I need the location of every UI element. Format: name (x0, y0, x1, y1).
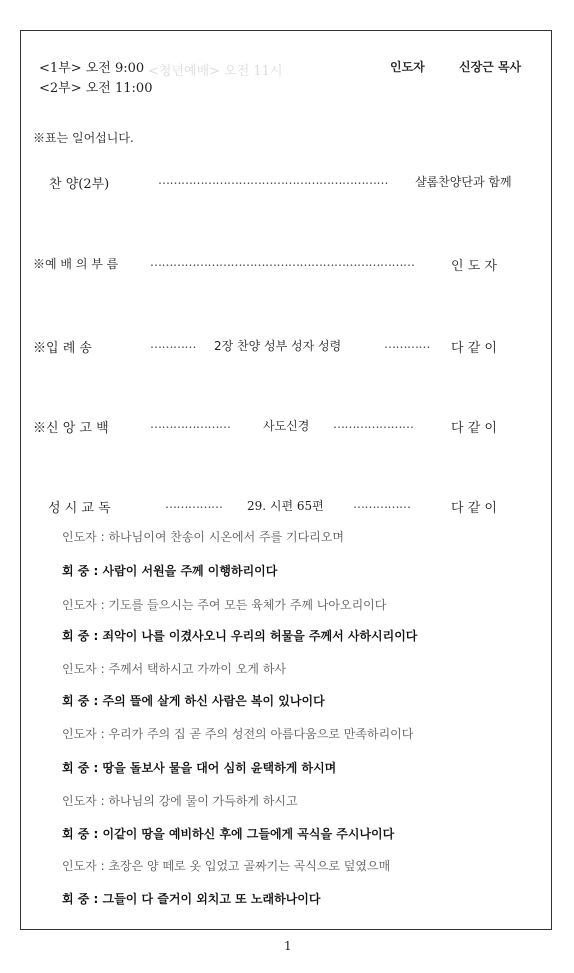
reading-speaker: 회 중 (62, 761, 90, 775)
order-label: ※입 례 송 (33, 341, 92, 356)
order-leader-dots: ………………… (150, 417, 231, 431)
order-row-praise (0, 173, 574, 193)
order-performer: 다 같 이 (451, 421, 497, 436)
reading-speaker: 인도자 (62, 794, 97, 808)
reading-text: 하나님의 강에 물이 가득하게 하시고 (108, 794, 298, 808)
service-time-1: <1부> 오전 9:00 (39, 61, 145, 76)
reading-speaker: 인도자 (62, 662, 97, 676)
reading-line-congregation: 회 중 : 주의 뜰에 살게 하신 사람은 복이 있나이다 (62, 694, 325, 708)
standing-note: ※표는 일어섭니다. (33, 131, 134, 145)
order-label: 찬 양(2부) (49, 177, 110, 192)
reading-line-leader: 인도자 : 하나님이여 찬송이 시온에서 주를 기다리오며 (62, 530, 344, 544)
reading-line-congregation: 회 중 : 그들이 다 즐거이 외치고 또 노래하나이다 (62, 892, 321, 906)
order-leader-dots: …………………………………………………… (158, 173, 388, 187)
order-label: ※신 앙 고 백 (33, 421, 109, 436)
reading-speaker: 회 중 (62, 564, 90, 578)
reading-text: 땅을 돌보사 물을 대어 심히 윤택하게 하시며 (102, 761, 337, 775)
reading-speaker: 회 중 (62, 827, 90, 841)
leader-label: 인도자 (390, 60, 425, 74)
reading-text: 우리가 주의 집 곧 주의 성전의 아름다움으로 만족하리이다 (108, 727, 414, 741)
reading-text: 초장은 양 떼로 옷 입었고 골짜기는 곡식으로 덮였으매 (108, 859, 391, 873)
reading-text: 그들이 다 즐거이 외치고 또 노래하나이다 (102, 892, 321, 906)
reading-text: 기도를 들으시는 주여 모든 육체가 주께 나아오리이다 (108, 598, 387, 612)
leader-name: 신장근 목사 (459, 60, 522, 74)
reading-line-congregation: 회 중 : 땅을 돌보사 물을 대어 심히 윤택하게 하시며 (62, 761, 337, 775)
order-leader-dots: ………… (384, 337, 430, 351)
reading-line-leader: 인도자 : 기도를 들으시는 주여 모든 육체가 주께 나아오리이다 (62, 598, 387, 612)
order-item: 사도신경 (263, 419, 310, 433)
order-label: 성 시 교 독 (48, 501, 111, 516)
reading-line-congregation: 회 중 : 이같이 땅을 예비하신 후에 그들에게 곡식을 주시나이다 (62, 827, 395, 841)
reading-line-congregation: 회 중 : 죄악이 나를 이겼사오니 우리의 허물을 주께서 사하시리이다 (62, 629, 418, 643)
reading-text: 이같이 땅을 예비하신 후에 그들에게 곡식을 주시나이다 (102, 827, 395, 841)
order-performer: 인 도 자 (451, 259, 497, 274)
order-leader-dots: …………………………………………………………… (150, 255, 415, 269)
reading-speaker: 회 중 (62, 892, 90, 906)
reading-line-leader: 인도자 : 초장은 양 떼로 옷 입었고 골짜기는 곡식으로 덮였으매 (62, 859, 391, 873)
reading-speaker: 인도자 (62, 727, 97, 741)
reading-speaker: 회 중 (62, 694, 90, 708)
ghost-service-text: <청년예배> 오전 11시 (148, 64, 283, 79)
page-number: 1 (284, 939, 292, 953)
reading-line-leader: 인도자 : 주께서 택하시고 가까이 오게 하사 (62, 662, 287, 676)
order-leader-dots: ………… (150, 337, 196, 351)
reading-line-leader: 인도자 : 우리가 주의 집 곧 주의 성전의 아름다움으로 만족하리이다 (62, 727, 414, 741)
order-row-processional (0, 337, 574, 357)
reading-line-congregation: 회 중 : 사람이 서원을 주께 이행하리이다 (62, 564, 278, 578)
order-performer: 샬롬찬양단과 함께 (415, 175, 512, 189)
service-time-2: <2부> 오전 11:00 (39, 81, 153, 96)
reading-speaker: 인도자 (62, 859, 97, 873)
order-item: 2장 찬양 성부 성자 성령 (214, 339, 342, 353)
reading-text: 주의 뜰에 살게 하신 사람은 복이 있나이다 (102, 694, 325, 708)
reading-speaker: 인도자 (62, 530, 97, 544)
order-item: 29. 시편 65편 (247, 499, 324, 513)
order-row-creed (0, 417, 574, 437)
order-performer: 다 같 이 (451, 501, 497, 516)
order-leader-dots: …………… (353, 497, 411, 511)
reading-text: 죄악이 나를 이겼사오니 우리의 허물을 주께서 사하시리이다 (102, 629, 418, 643)
order-performer: 다 같 이 (451, 341, 497, 356)
reading-text: 하나님이여 찬송이 시온에서 주를 기다리오며 (108, 530, 344, 544)
order-leader-dots: …………… (165, 497, 223, 511)
reading-speaker: 인도자 (62, 598, 97, 612)
order-row-responsive-reading (0, 497, 574, 517)
order-leader-dots: ………………… (333, 417, 414, 431)
reading-speaker: 회 중 (62, 629, 90, 643)
order-row-call-to-worship (0, 255, 574, 275)
reading-text: 주께서 택하시고 가까이 오게 하사 (108, 662, 287, 676)
order-label: ※예 배 의 부 름 (33, 257, 119, 271)
reading-text: 사람이 서원을 주께 이행하리이다 (102, 564, 278, 578)
reading-line-leader: 인도자 : 하나님의 강에 물이 가득하게 하시고 (62, 794, 298, 808)
